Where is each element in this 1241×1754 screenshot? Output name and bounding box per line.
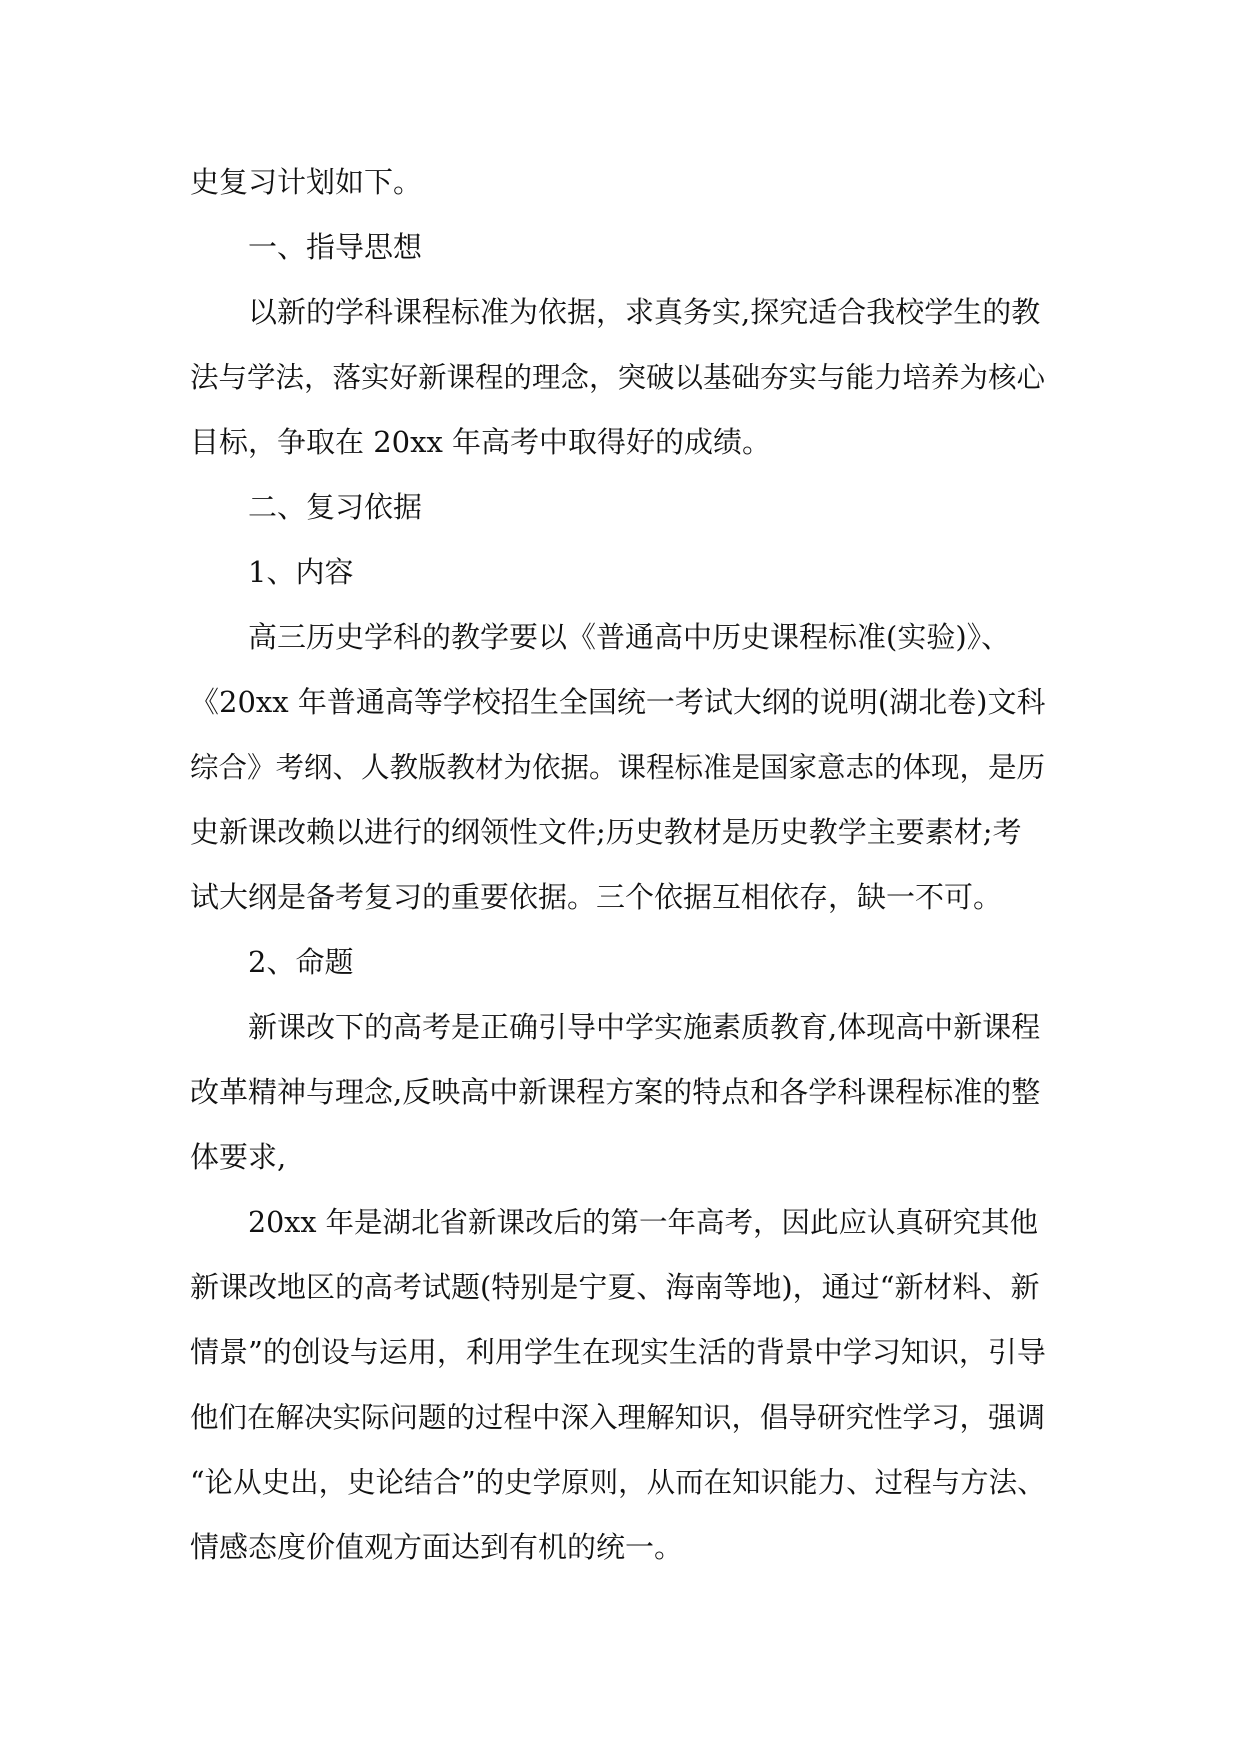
text-line: 法与学法，落实好新课程的理念，突破以基础夯实与能力培养为核心 bbox=[190, 361, 1046, 394]
text-line: 二、复习依据 bbox=[248, 490, 423, 524]
text-line: 改革精神与理念,反映高中新课程方案的特点和各学科课程标准的整 bbox=[190, 1075, 1041, 1109]
document-body bbox=[190, 150, 1050, 1580]
text-line: 史新课改赖以进行的纲领性文件;历史教材是历史教学主要素材;考 bbox=[190, 815, 1022, 849]
text-line: 2、命题 bbox=[248, 945, 354, 979]
text-line: 体要求, bbox=[190, 1140, 287, 1174]
text-line: 一、指导思想 bbox=[248, 230, 423, 264]
text-line: 新课改地区的高考试题(特别是宁夏、海南等地)，通过“新材料、新 bbox=[190, 1270, 1040, 1304]
text-line: 高三历史学科的教学要以《普通高中历史课程标准(实验)》、 bbox=[248, 620, 1011, 654]
text-line: 他们在解决实际问题的过程中深入理解知识，倡导研究性学习，强调 bbox=[190, 1401, 1046, 1434]
text-line: 以新的学科课程标准为依据，求真务实,探究适合我校学生的教 bbox=[248, 295, 1041, 329]
text-line: “论从史出，史论结合”的史学原则，从而在知识能力、过程与方法、 bbox=[190, 1466, 1046, 1499]
text-line: 《20xx 年普通高等学校招生全国统一考试大纲的说明(湖北卷)文科 bbox=[190, 685, 1046, 719]
text-line: 综合》考纲、人教版教材为依据。课程标准是国家意志的体现，是历 bbox=[190, 751, 1046, 784]
text-line: 试大纲是备考复习的重要依据。三个依据互相依存，缺一不可。 bbox=[190, 880, 1003, 914]
text-line: 目标，争取在 20xx 年高考中取得好的成绩。 bbox=[190, 425, 772, 459]
text-line: 史复习计划如下。 bbox=[190, 165, 423, 199]
text-line: 20xx 年是湖北省新课改后的第一年高考，因此应认真研究其他 bbox=[248, 1206, 1038, 1239]
text-line: 1、内容 bbox=[248, 555, 354, 589]
text-line: 新课改下的高考是正确引导中学实施素质教育,体现高中新课程 bbox=[248, 1010, 1041, 1044]
text-line: 情感态度价值观方面达到有机的统一。 bbox=[190, 1530, 684, 1564]
text-line: 情景”的创设与运用，利用学生在现实生活的背景中学习知识，引导 bbox=[190, 1335, 1046, 1369]
